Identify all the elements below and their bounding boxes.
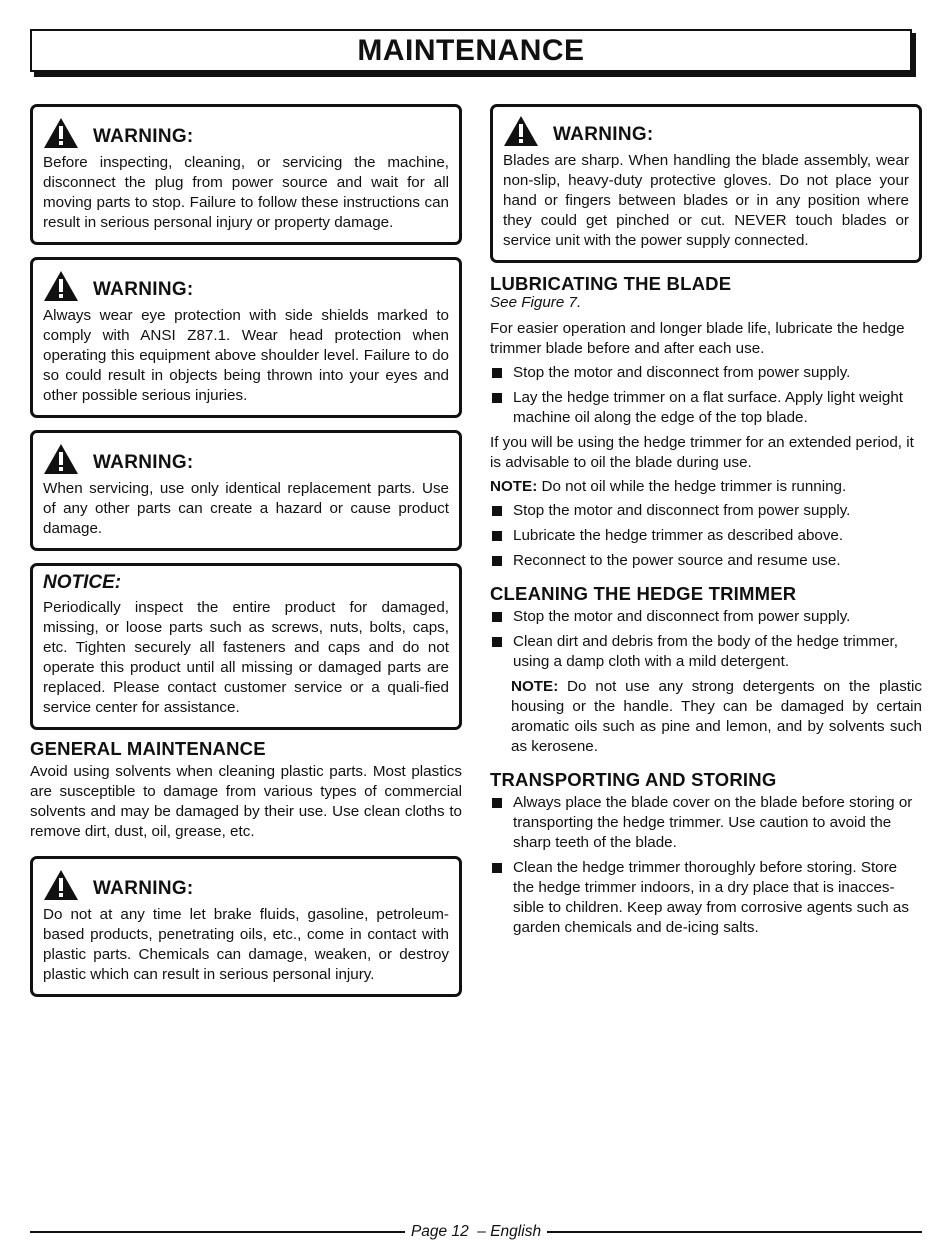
lubricating-intro: For easier operation and longer blade life, lubricate the hedge trimmer blade before and after each use. — [490, 320, 905, 357]
list-item — [490, 793, 922, 853]
warning-box-disconnect — [30, 104, 462, 245]
warning-title: WARNING: — [93, 279, 194, 300]
lubricating-extended-use: If you will be using the hedge trimmer for an extended period, it is advisable to oil the blade during use. — [490, 434, 914, 471]
page-title: MAINTENANCE — [357, 33, 585, 67]
warning-triangle-icon — [43, 270, 79, 302]
bullet-square-icon — [492, 368, 502, 378]
warning-triangle-icon — [43, 443, 79, 475]
list-item-text: Reconnect to the power source and resume use. — [513, 552, 841, 569]
lubricating-heading: LUBRICATING THE BLADE — [490, 273, 732, 294]
list-item-text: Lay the hedge trimmer on a flat surface. Apply light weight machine oil along the edge of the top blade. — [513, 389, 904, 426]
list-item-text: Stop the motor and disconnect from power supply. — [513, 364, 851, 381]
warning-text: Blades are sharp. When handling the blade assembly, wear non-slip, heavy-duty protective gloves. Do not place your hand or fingers between blades or in any position where they could get pinched or cut. NEVER touch blades or service unit with the power supply connected. — [503, 152, 909, 249]
notice-title: NOTICE: — [43, 572, 122, 593]
note-text: Do not use any strong detergents on the plastic housing or the handle. They can be damaged by certain aromatic oils such as pine and lemon, and by solvents such as kerosene. — [511, 678, 922, 755]
bullet-square-icon — [492, 556, 502, 566]
warning-title: WARNING: — [93, 452, 194, 473]
bullet-square-icon — [492, 612, 502, 622]
left-column — [30, 104, 462, 1009]
bullet-square-icon — [492, 506, 502, 516]
list-item-text: Stop the motor and disconnect from power supply. — [513, 608, 851, 625]
warning-title: WARNING: — [93, 126, 194, 147]
page-footer — [30, 1221, 922, 1243]
list-item — [490, 388, 922, 428]
list-item — [490, 858, 922, 938]
list-item — [490, 551, 922, 571]
bullet-square-icon — [492, 531, 502, 541]
footer-page-label: Page 12 – English — [410, 1223, 542, 1240]
right-column — [490, 104, 922, 943]
list-item-text: Clean the hedge trimmer thoroughly before storing. Store the hedge trimmer indoors, in a dry place that is inacces-sible to children. Keep away from corrosive agents such as garden chemicals and de-icing salts. — [513, 859, 909, 936]
warning-triangle-icon — [43, 869, 79, 901]
footer-rule-right — [547, 1231, 922, 1233]
warning-text: When servicing, use only identical replacement parts. Use of any other parts can create a hazard or cause product damage. — [43, 480, 449, 537]
warning-triangle-icon — [503, 115, 539, 147]
lubricating-note — [490, 477, 922, 497]
note-text: Do not oil while the hedge trimmer is running. — [537, 478, 847, 495]
page-title-banner — [30, 29, 916, 77]
title-box — [30, 29, 912, 72]
list-item — [490, 526, 922, 546]
notice-text: Periodically inspect the entire product for damaged, missing, or loose parts such as screws, nuts, bolts, caps, etc. Tighten securely all fasteners and caps and do not operate this product until all missing or damaged parts are replaced. Please contact customer service or a quali-fied service center for assistance. — [43, 599, 449, 716]
list-item-text: Clean dirt and debris from the body of the hedge trimmer, using a damp cloth with a mild detergent. — [513, 633, 898, 670]
general-maintenance-text: Avoid using solvents when cleaning plastic parts. Most plastics are susceptible to damage from various types of commercial solvents and may be damaged by their use. Use clean cloths to remove dirt, dust, oil, grease, etc. — [30, 763, 462, 840]
list-item — [490, 632, 922, 672]
bullet-square-icon — [492, 637, 502, 647]
figure-reference: See Figure 7. — [490, 294, 582, 311]
warning-text: Always wear eye protection with side shields marked to comply with ANSI Z87.1. Wear head protection when operating this equipment above shoulder level. Failure to do so could result in objects being thrown into your eyes and other possible serious injuries. — [43, 307, 449, 404]
list-item — [490, 607, 922, 627]
bullet-square-icon — [492, 863, 502, 873]
list-item — [490, 363, 922, 383]
note-label: NOTE: — [511, 678, 559, 695]
warning-box-sharp-blades — [490, 104, 922, 263]
notice-box — [30, 563, 462, 730]
bullet-square-icon — [492, 393, 502, 403]
note-label: NOTE: — [490, 478, 538, 495]
warning-box-replacement-parts — [30, 430, 462, 551]
warning-title: WARNING: — [553, 124, 654, 145]
cleaning-note — [490, 677, 922, 757]
warning-triangle-icon — [43, 117, 79, 149]
bullet-square-icon — [492, 798, 502, 808]
general-maintenance-heading: GENERAL MAINTENANCE — [30, 738, 266, 759]
list-item-text: Lubricate the hedge trimmer as described above. — [513, 527, 844, 544]
warning-text: Do not at any time let brake fluids, gasoline, petroleum-based products, penetrating oils, etc., come in contact with plastic parts. Chemicals can damage, weaken, or destroy plastic which can result in serious personal injury. — [43, 906, 449, 983]
warning-box-chemicals — [30, 856, 462, 997]
warning-text: Before inspecting, cleaning, or servicing the machine, disconnect the plug from power source and wait for all moving parts to stop. Failure to follow these instructions can result in serious personal injury or property damage. — [43, 154, 449, 231]
list-item — [490, 501, 922, 521]
warning-box-eye-protection — [30, 257, 462, 418]
cleaning-heading: CLEANING THE HEDGE TRIMMER — [490, 583, 797, 604]
list-item-text: Stop the motor and disconnect from power supply. — [513, 502, 851, 519]
warning-title: WARNING: — [93, 878, 194, 899]
list-item-text: Always place the blade cover on the blade before storing or transporting the hedge trimmer. Use caution to avoid the sharp teeth of the blade. — [513, 794, 913, 851]
transporting-heading: TRANSPORTING AND STORING — [490, 769, 777, 790]
footer-rule-left — [30, 1231, 405, 1233]
